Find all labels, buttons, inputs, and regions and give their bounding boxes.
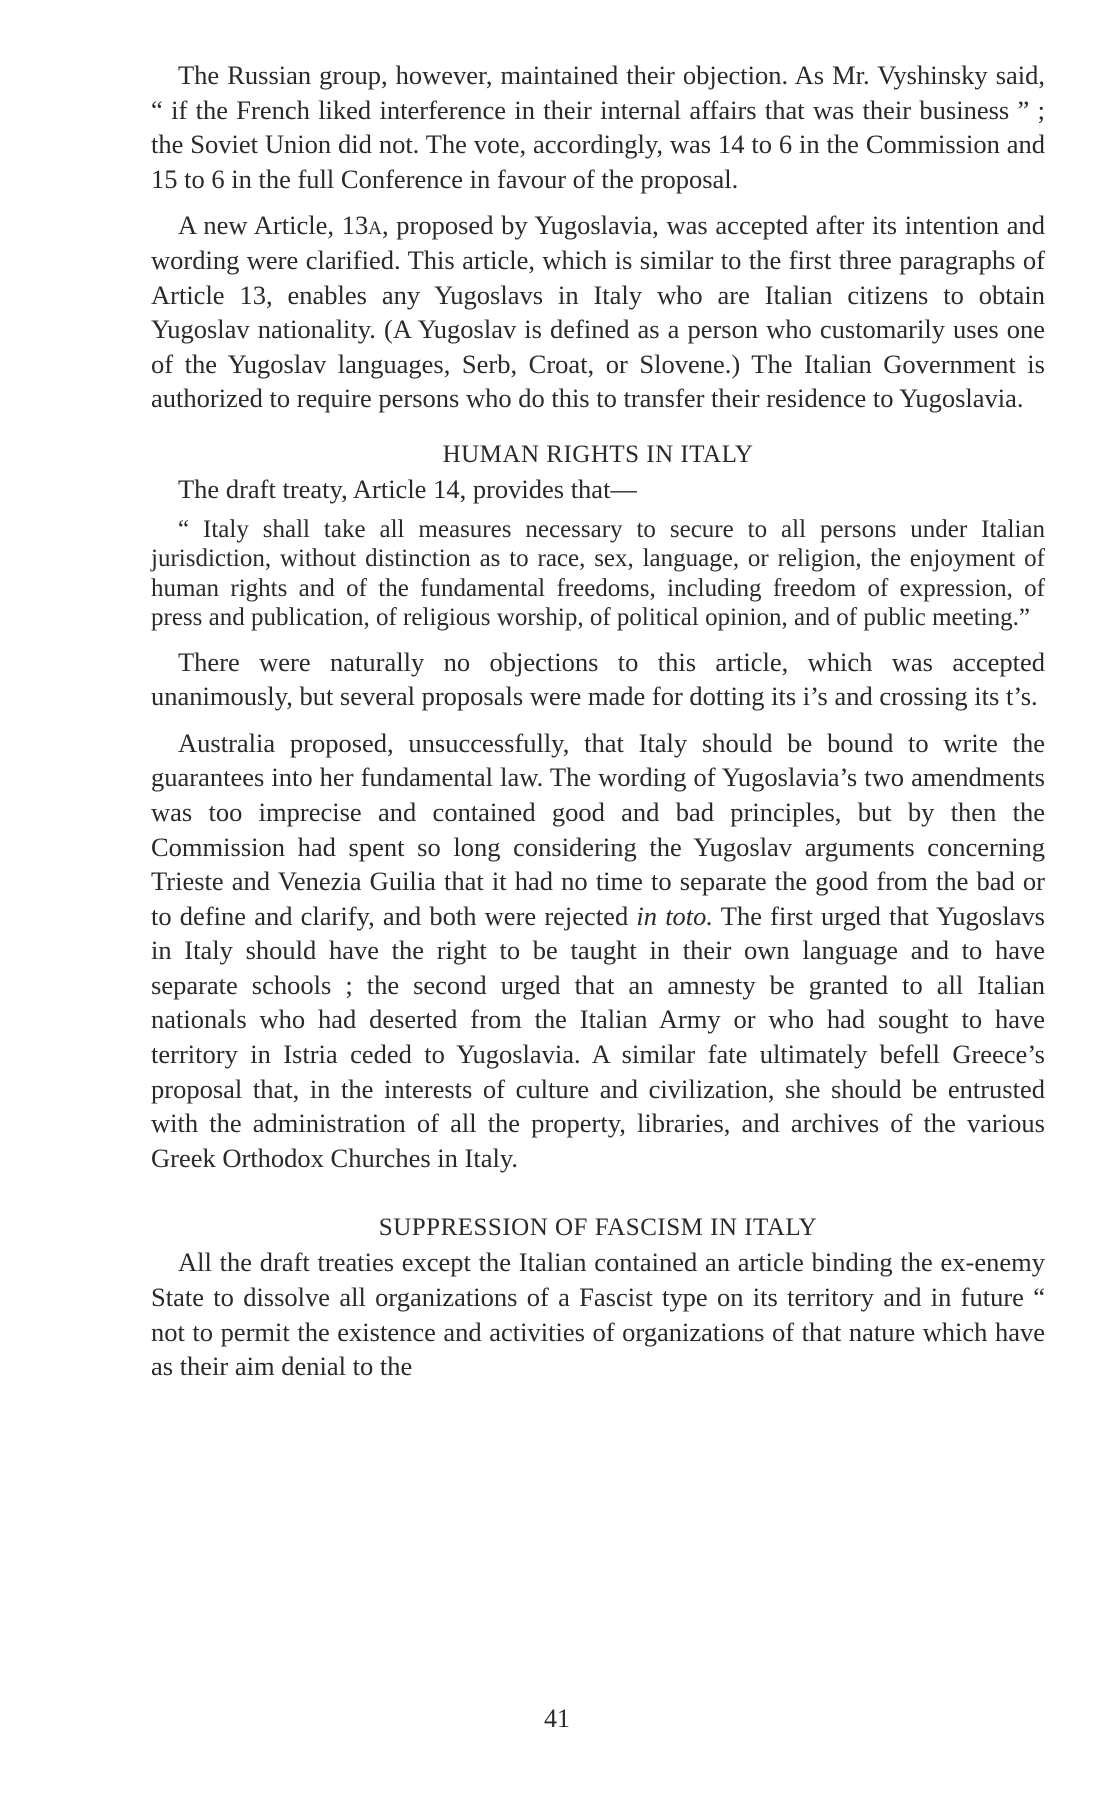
paragraph-russian-objection: The Russian group, however, maintained their objection. As Mr. Vyshinsky said, “ if the French liked interference in their internal affairs that was their business ” ; the Soviet Union did not. The vote, accordingly, was 14 to 6 in the Commission and 15 to 6 in the full Conference in favour of the proposal. [151,60,1045,194]
section-heading-fascism: SUPPRESSION OF FASCISM IN ITALY [378,1214,818,1242]
paragraph-australia-start: Australia proposed, unsuccessfully, that Italy should be bound to write the guarantees into her fundamental law. The wording of Yugoslavia’s two amendments was too imprecise and contained good and bad principles, but by then the Commission had spent so long considering the Yugoslav arguments concerning Trieste and Venezia Guilia that it had no time to separate the good from the bad or to define and clarify, and both were rejected [151,727,1045,931]
page-number: 41 [544,1704,570,1733]
paragraph-draft-treaties: All the draft treaties except the Italian contained an article binding the ex-enemy State to dissolve all organizations of a Fascist type on its territory and in future “ not to permit the existence and activities of organizations of that nature which have as their aim denial to the [151,1247,1045,1382]
paragraph-australia-proposal [151,726,1045,1176]
page-body [151,58,1045,1384]
paragraph-no-objections: There were naturally no objections to this article, which was accepted unanimously, but several proposals were made for dotting its i’s and crossing its t’s. [151,646,1045,712]
quote-text: “ Italy shall take all measures necessary to secure to all persons under Italian jurisdiction, without distinction as to race, sex, language, or religion, the enjoyment of human rights and of the fundamental freedoms, including freedom of expression, of press and publication, of religious worship, of political opinion, and of public meeting.” [151,515,1045,632]
article-suffix: a [368,210,382,241]
paragraph-australia-rest: The first urged that Yugoslavs in Italy should have the right to be taught in their own language and to have separate schools ; the second urged that an amnesty be granted to all Italian nationals who had deserted from the Italian Army or who had sought to have territory in Istria ceded to Yugoslavia. A similar fate ultimately befell Greece’s proposal that, in the interests of culture and civilization, she should be entrusted with the administration of all the property, libraries, and archives of the various Greek Orthodox Churches in Italy. [151,900,1045,1173]
section-heading-human-rights: HUMAN RIGHTS IN ITALY [442,440,754,468]
block-quote [151,515,1045,633]
paragraph-article-14-intro: The draft treaty, Article 14, provides that— [178,473,637,504]
paragraph-article-13a-rest: , proposed by Yugoslavia, was accepted after its intention and wording were clarified. This article, which is similar to the first three paragraphs of Article 13, enables any Yugoslavs in Italy who are Italian citizens to obtain Yugoslav nationality. (A Yugoslav is defined as a person who customarily uses one of the Yugoslav languages, Serb, Croat, or Slovene.) The Italian Government is authorized to require persons who do this to transfer their residence to Yugoslavia. [151,210,1045,414]
paragraph-article-13a [151,208,1045,416]
paragraph-article-13a-start: A new Article, 13 [178,210,369,241]
latin-phrase: in toto. [636,900,714,931]
